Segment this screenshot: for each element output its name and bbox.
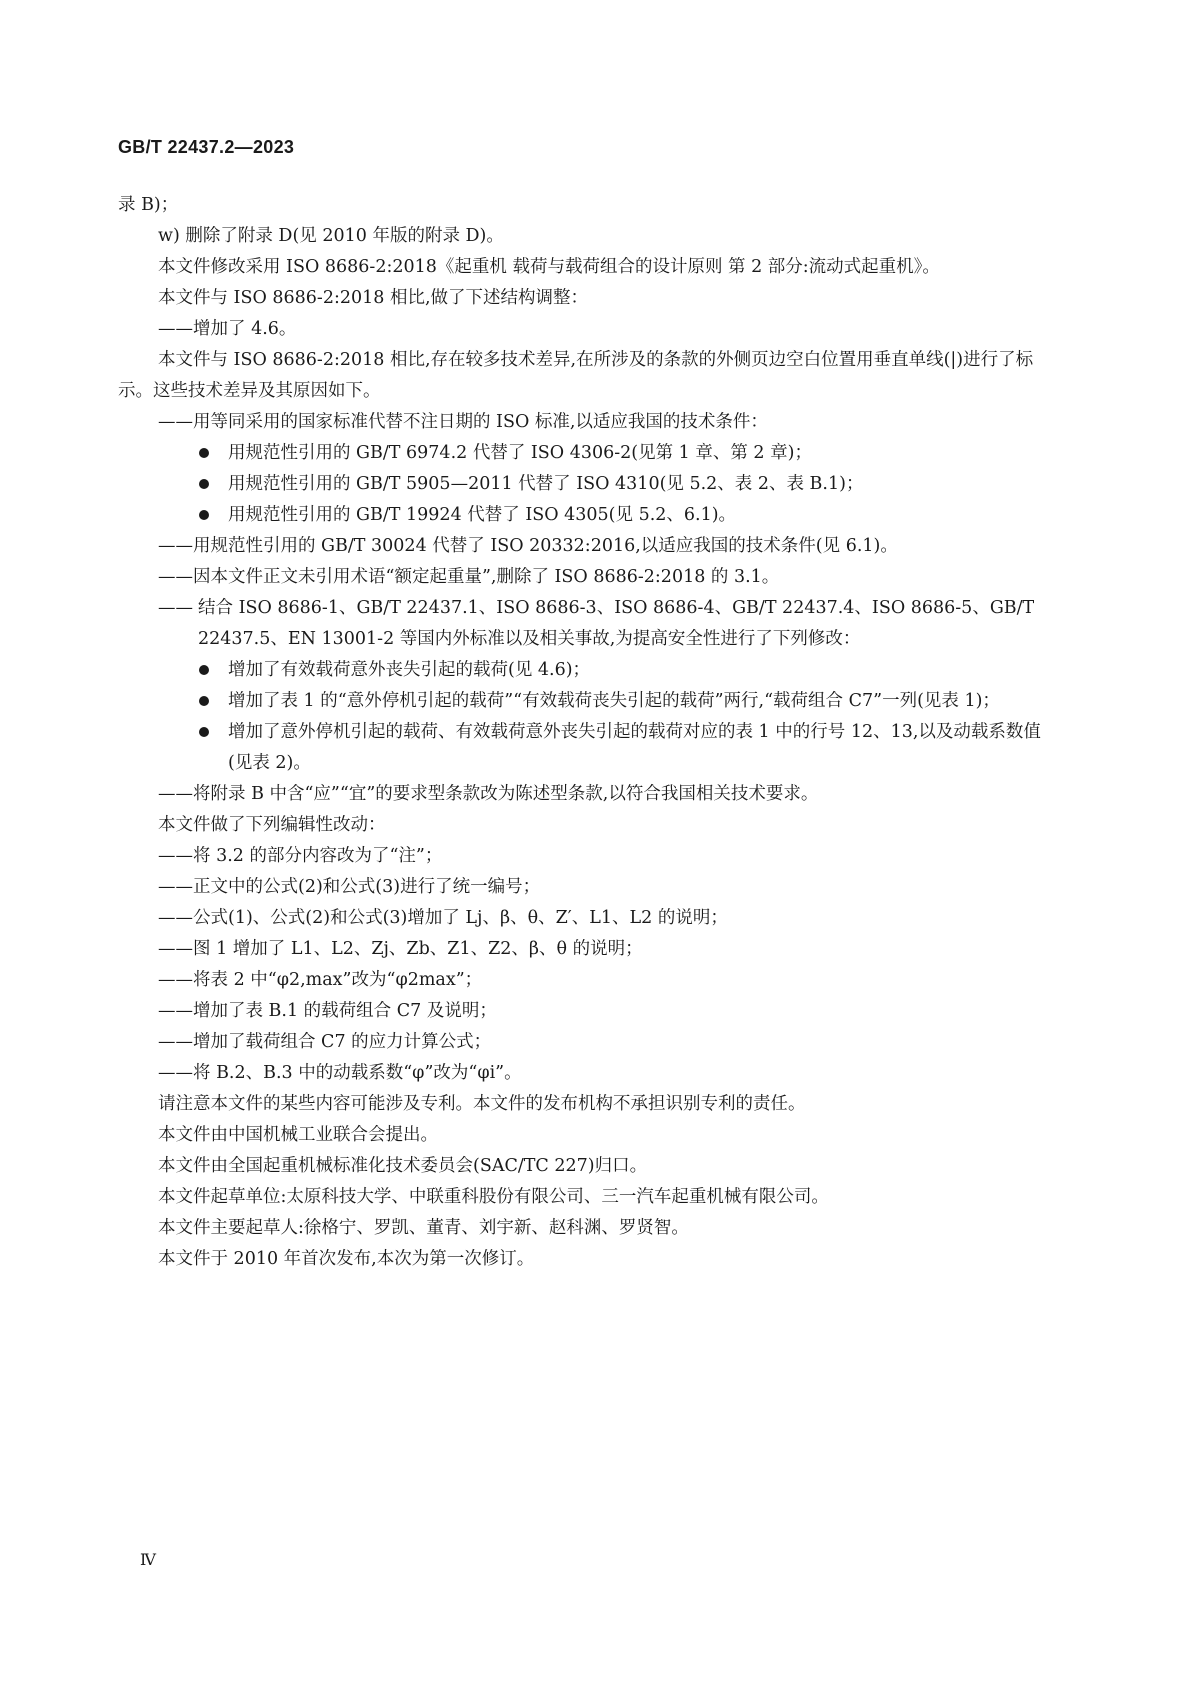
bullet-text: 增加了有效载荷意外丧失引起的载荷(见 4.6)； <box>228 660 591 680</box>
bullet-item <box>118 655 1058 686</box>
text-line: ——将附录 B 中含“应”“宜”的要求型条款改为陈述型条款,以符合我国相关技术要求。 <box>158 784 819 804</box>
text-line: 本文件主要起草人:徐格宁、罗凯、董青、刘宇新、赵科渊、罗贤智。 <box>158 1218 689 1238</box>
bullet-dot-icon <box>199 479 209 489</box>
text-line: 本文件做了下列编辑性改动： <box>158 815 386 835</box>
bullet-text: 用规范性引用的 GB/T 19924 代替了 ISO 4305(见 5.2、6.1)。 <box>228 505 737 525</box>
dash-text: 结合 ISO 8686-1、GB/T 22437.1、ISO 8686-3、ISO 8686-4、GB/T 22437.4、ISO 8686-5、GB/T 22437.5、EN 13001-2 等国内外标准以及相关事故,为提高安全性进行了下列修改： <box>198 598 1035 649</box>
text-line: 本文件由全国起重机械标准化技术委员会(SAC/TC 227)归口。 <box>158 1156 648 1176</box>
bullet-text: 增加了意外停机引起的载荷、有效载荷意外丧失引起的载荷对应的表 1 中的行号 12、13,以及动载系数值(见表 2)。 <box>228 722 1041 773</box>
bullet-text: 用规范性引用的 GB/T 6974.2 代替了 ISO 4306-2(见第 1 章、第 2 章)； <box>228 443 812 463</box>
text-line: 本文件修改采用 ISO 8686-2:2018《起重机 载荷与载荷组合的设计原则 第 2 部分:流动式起重机》。 <box>158 257 940 277</box>
bullet-dot-icon <box>199 696 209 706</box>
bullet-item <box>118 469 1058 500</box>
document-id: GB/T 22437.2—2023 <box>118 137 295 157</box>
text-line: ——用等同采用的国家标准代替不注日期的 ISO 标准,以适应我国的技术条件： <box>158 412 768 432</box>
text-line: 录 B)； <box>118 195 179 215</box>
text-paragraph: 本文件与 ISO 8686-2:2018 相比,存在较多技术差异,在所涉及的条款的外侧页边空白位置用垂直单线(|)进行了标示。这些技术差异及其原因如下。 <box>118 350 1034 401</box>
text-line: ——将表 2 中“φ2,max”改为“φ2max”； <box>158 970 483 990</box>
text-line: ——增加了表 B.1 的载荷组合 C7 及说明； <box>158 1001 497 1021</box>
bullet-dot-icon <box>199 448 209 458</box>
text-line: ——用规范性引用的 GB/T 30024 代替了 ISO 20332:2016,以适应我国的技术条件(见 6.1)。 <box>158 536 898 556</box>
bullet-item <box>118 500 1058 531</box>
dash-item <box>118 593 1058 655</box>
bullet-item <box>118 686 1058 717</box>
text-line: ——公式(1)、公式(2)和公式(3)增加了 Lj、β、θ、Z′、L1、L2 的说明； <box>158 908 728 928</box>
text-line: 本文件起草单位:太原科技大学、中联重科股份有限公司、三一汽车起重机械有限公司。 <box>158 1187 829 1207</box>
bullet-item <box>118 717 1058 779</box>
text-line: 本文件与 ISO 8686-2:2018 相比,做了下述结构调整： <box>158 288 589 308</box>
bullet-dot-icon <box>199 510 209 520</box>
text-line: ——将 3.2 的部分内容改为了“注”； <box>158 846 443 866</box>
page-number: Ⅳ <box>140 1550 156 1569</box>
text-line: ——图 1 增加了 L1、L2、Zj、Zb、Z1、Z2、β、θ 的说明； <box>158 939 643 959</box>
dash-marker: —— <box>158 598 193 618</box>
bullet-text: 增加了表 1 的“意外停机引起的载荷”“有效载荷丧失引起的载荷”两行,“载荷组合 C7”一列(见表 1)； <box>228 691 1000 711</box>
bullet-dot-icon <box>199 665 209 675</box>
text-line: 本文件于 2010 年首次发布,本次为第一次修订。 <box>158 1249 535 1269</box>
text-line: 请注意本文件的某些内容可能涉及专利。本文件的发布机构不承担识别专利的责任。 <box>158 1094 806 1114</box>
text-line: 本文件由中国机械工业联合会提出。 <box>158 1125 438 1145</box>
bullet-text: 用规范性引用的 GB/T 5905—2011 代替了 ISO 4310(见 5.2、表 2、表 B.1)； <box>228 474 864 494</box>
text-line: w) 删除了附录 D(见 2010 年版的附录 D)。 <box>158 226 504 246</box>
foreword-body <box>118 190 1058 1275</box>
bullet-item <box>118 438 1058 469</box>
text-line: ——将 B.2、B.3 中的动载系数“φ”改为“φi”。 <box>158 1063 522 1083</box>
text-line: ——因本文件正文未引用术语“额定起重量”,删除了 ISO 8686-2:2018 的 3.1。 <box>158 567 780 587</box>
bullet-dot-icon <box>199 727 209 737</box>
text-line: ——正文中的公式(2)和公式(3)进行了统一编号； <box>158 877 541 897</box>
text-line: ——增加了载荷组合 C7 的应力计算公式； <box>158 1032 492 1052</box>
text-line: ——增加了 4.6。 <box>158 319 297 339</box>
